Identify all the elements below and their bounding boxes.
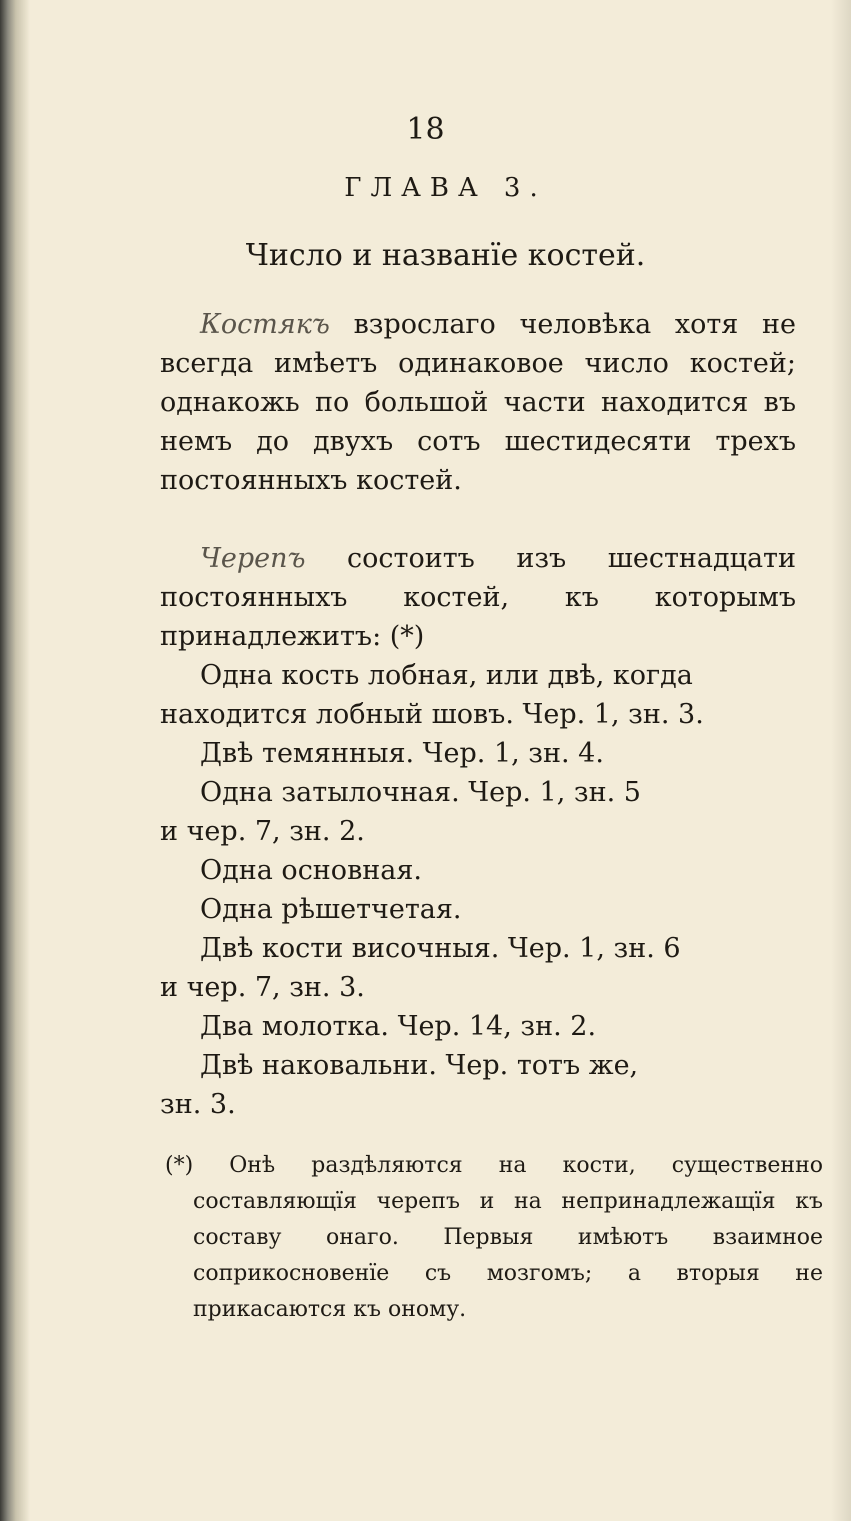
paragraph-skeleton-text: взрослаго человѣка хотя не всегда имѣетъ одинаковое число костей; однакожь по большой части находится въ немъ до двухъ сотъ шестидесяти трехъ постоянныхъ костей. — [160, 309, 796, 496]
paragraph-skull-text: состоитъ изъ шестнадцати постоянныхъ костей, къ которымъ принадлежитъ: (*) — [160, 543, 796, 652]
chapter-heading: ГЛАВА 3. — [344, 173, 547, 203]
list-item: зн. 3. — [160, 1089, 236, 1120]
footnote: (*) Онѣ раздѣляются на кости, существенно составляющїя черепъ и на непринадлежащїя къ составу онаго. Первыя имѣютъ взаимное соприкосновенїе съ мозгомъ; а вторыя не прикасаются къ оному. — [165, 1153, 823, 1322]
list-item: и чер. 7, зн. 3. — [160, 972, 365, 1003]
list-item: Два молотка. Чер. 14, зн. 2. — [200, 1011, 597, 1042]
list-item: Двѣ кости височныя. Чер. 1, зн. 6 — [200, 933, 681, 964]
paragraph-skeleton — [160, 305, 796, 500]
chapter-title: Число и названїе костей. — [245, 238, 646, 273]
paragraph-skull — [160, 539, 796, 656]
bone-list — [160, 656, 796, 1124]
list-item: Двѣ наковальни. Чер. тотъ же, — [200, 1050, 639, 1081]
page-number: 18 — [406, 112, 445, 147]
list-item: Одна рѣшетчетая. — [200, 894, 462, 925]
list-item: находится лобный шовъ. Чер. 1, зн. 3. — [160, 699, 704, 730]
lead-word-skull: Черепъ — [200, 543, 306, 574]
list-item: Одна затылочная. Чер. 1, зн. 5 — [200, 777, 641, 808]
lead-word-skeleton: Костякъ — [200, 309, 330, 340]
list-item: и чер. 7, зн. 2. — [160, 816, 365, 847]
list-item: Одна основная. — [200, 855, 422, 886]
book-spine-gutter — [0, 0, 30, 1521]
list-item: Двѣ темянныя. Чер. 1, зн. 4. — [200, 738, 604, 769]
page-edge-shadow — [831, 0, 851, 1521]
list-item: Одна кость лобная, или двѣ, когда — [200, 660, 693, 691]
